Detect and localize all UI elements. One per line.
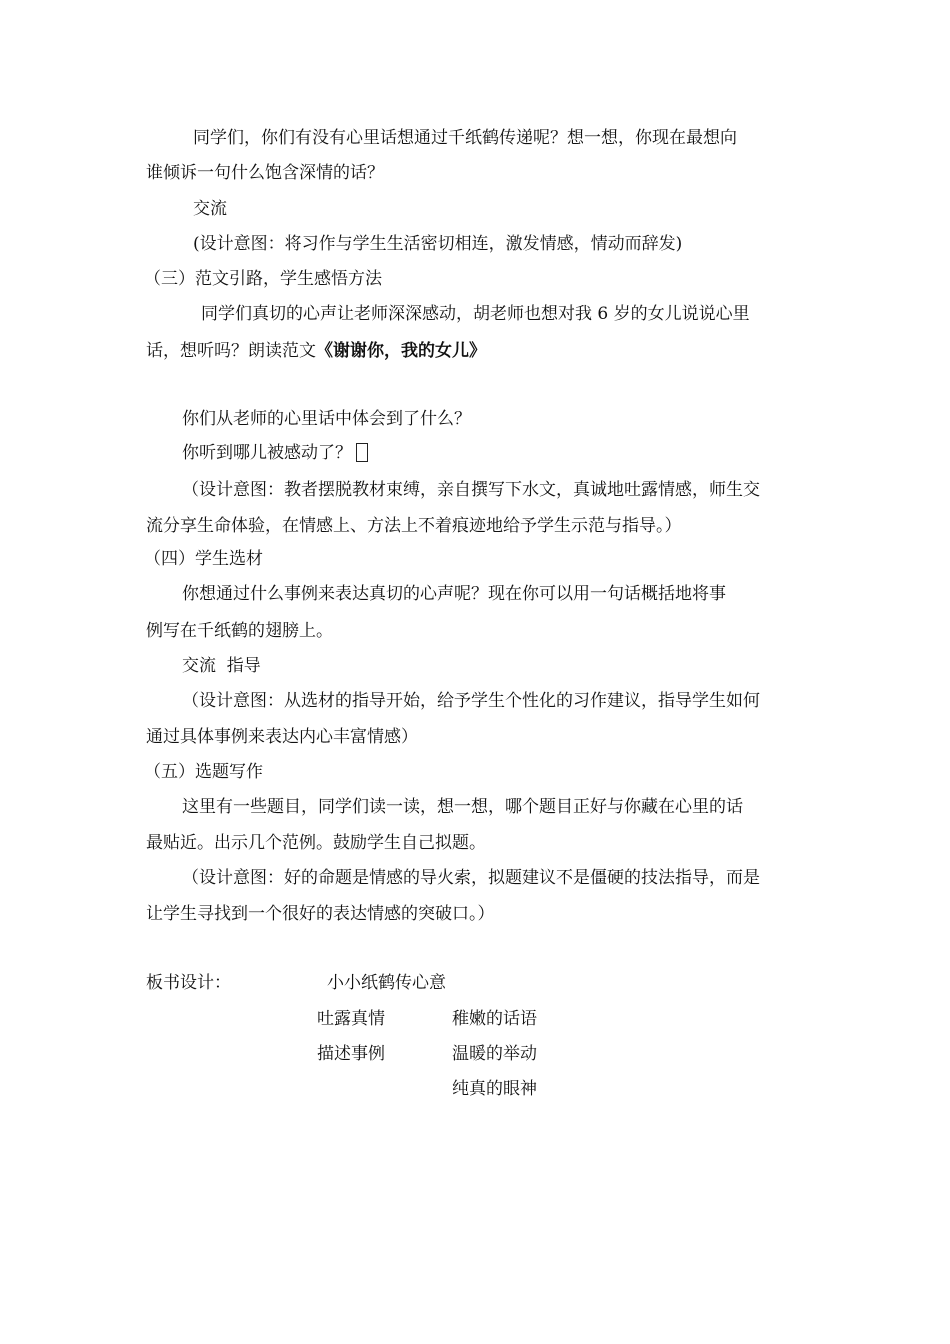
- section3-para-line2: [146, 340, 486, 362]
- intro-para-line1: 同学们，你们有没有心里话想通过千纸鹤传递呢？想一想，你现在最想向: [193, 128, 737, 148]
- section3-heading: （三）范文引路，学生感悟方法: [144, 269, 382, 289]
- board-left-item: 吐露真情: [317, 1009, 385, 1029]
- intro-para-line2: 谁倾诉一句什么饱含深情的话？: [146, 163, 384, 183]
- section5-design-note-line2: 让学生寻找到一个很好的表达情感的突破口。）: [146, 904, 495, 924]
- board-title: 小小纸鹤传心意: [327, 973, 446, 993]
- sample-essay-title: 《谢谢你，我的女儿》: [316, 341, 486, 361]
- section5-para-line2: 最贴近。出示几个范例。鼓励学生自己拟题。: [146, 833, 486, 853]
- section5-para-line1: 这里有一些题目，同学们读一读，想一想，哪个题目正好与你藏在心里的话: [182, 797, 743, 817]
- section4-design-note-line1: （设计意图：从选材的指导开始，给予学生个性化的习作建议，指导学生如何: [182, 691, 760, 711]
- section3-para-line2-prefix: 话，想听吗？朗读范文: [146, 341, 316, 361]
- section3-question1: 你们从老师的心里话中体会到了什么？: [182, 409, 471, 429]
- section5-heading: （五）选题写作: [144, 762, 263, 782]
- board-left-item: 描述事例: [317, 1044, 385, 1064]
- board-label: 板书设计：: [146, 973, 231, 993]
- section4-design-note-line2: 通过具体事例来表达内心丰富情感）: [146, 727, 418, 747]
- section4-heading: （四）学生选材: [144, 549, 263, 569]
- intro-exchange: 交流: [193, 199, 227, 219]
- section4-exchange: 交流 指导: [182, 656, 261, 676]
- section5-design-note-line1: （设计意图：好的命题是情感的导火索，拟题建议不是僵硬的技法指导，而是: [182, 868, 760, 888]
- section3-design-note-line1: （设计意图：教者摆脱教材束缚，亲自撰写下水文，真诚地吐露情感，师生交: [182, 480, 760, 500]
- section3-question2-row: [182, 442, 368, 464]
- board-right-item: 稚嫩的话语: [452, 1009, 537, 1029]
- intro-design-note: (设计意图：将习作与学生生活密切相连，激发情感，情动而辞发): [193, 234, 683, 254]
- section4-para-line2: 例写在千纸鹤的翅膀上。: [146, 621, 333, 641]
- section4-para-line1: 你想通过什么事例来表达真切的心声呢？现在你可以用一句话概括地将事: [182, 584, 726, 604]
- section3-para-line1: 同学们真切的心声让老师深深感动，胡老师也想对我 6 岁的女儿说说心里: [201, 304, 750, 324]
- section3-question2: 你听到哪儿被感动了？: [182, 443, 352, 463]
- board-right-item: 温暖的举动: [452, 1044, 537, 1064]
- board-right-item: 纯真的眼神: [452, 1079, 537, 1099]
- placeholder-box-icon: [356, 443, 368, 462]
- section3-design-note-line2: 流分享生命体验，在情感上、方法上不着痕迹地给予学生示范与指导。）: [146, 516, 682, 536]
